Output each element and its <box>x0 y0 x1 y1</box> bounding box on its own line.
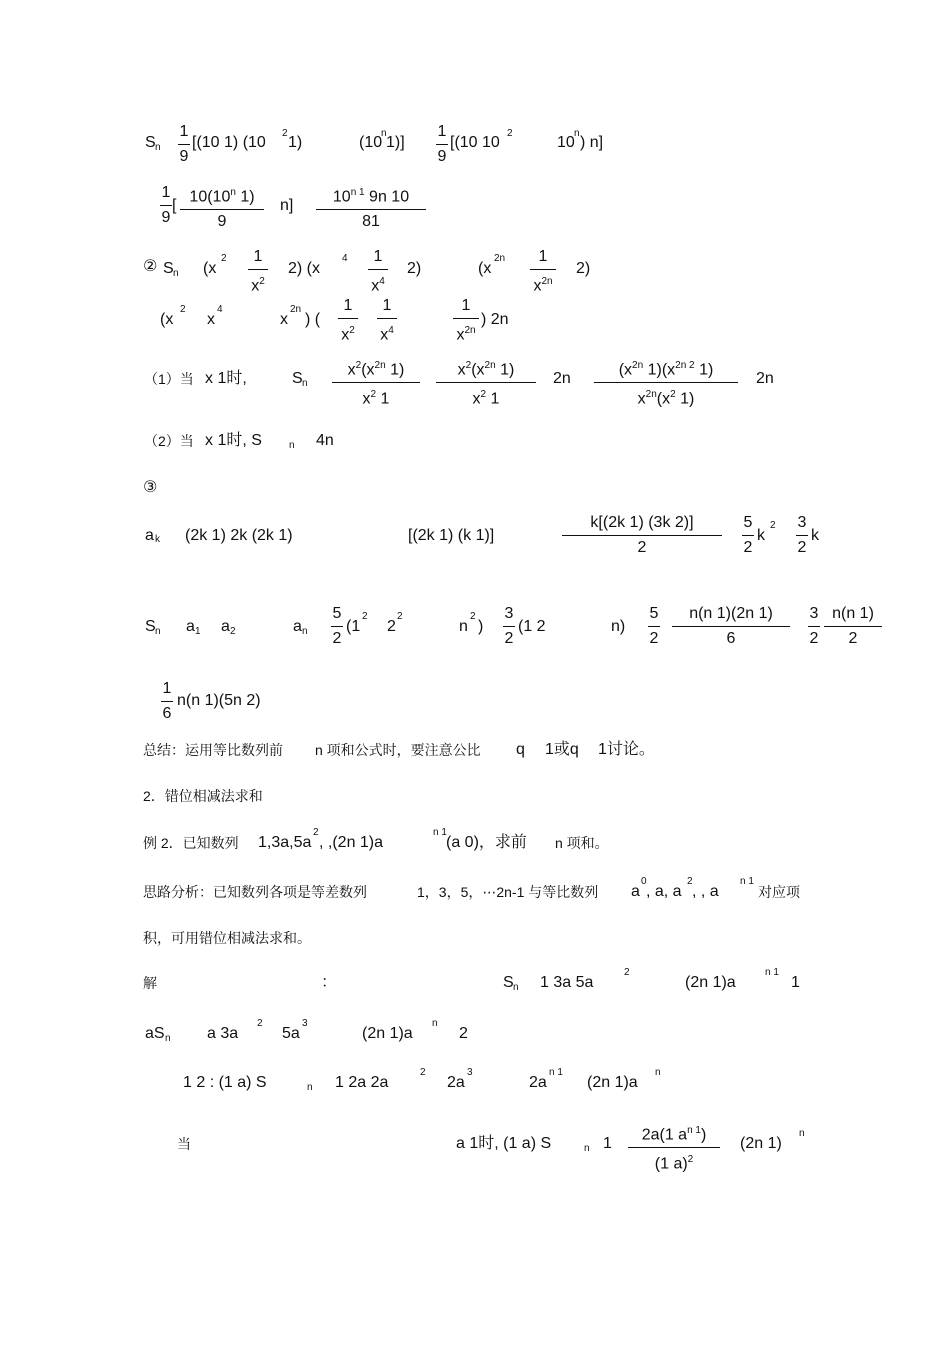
text: 2n <box>756 370 774 387</box>
text: 2 <box>349 325 355 336</box>
fraction <box>453 296 479 345</box>
fraction-bar <box>178 144 190 145</box>
numerator <box>332 356 420 380</box>
fraction-bar <box>160 205 172 206</box>
text: n 1 <box>740 876 754 887</box>
text: n <box>574 128 580 139</box>
fraction <box>648 604 660 649</box>
text: 2 <box>687 1154 694 1166</box>
text: 3 <box>467 1067 473 1078</box>
fraction-bar <box>368 269 388 270</box>
text: (10 <box>359 134 383 151</box>
text: n 1 <box>549 1067 563 1078</box>
text: n <box>155 626 161 637</box>
fraction <box>436 356 536 410</box>
text: x <box>341 326 350 344</box>
text: 2 <box>624 967 630 978</box>
text: n <box>459 618 468 635</box>
text: 2n <box>484 360 496 371</box>
text: (1 <box>346 618 361 635</box>
text: (x <box>160 311 174 328</box>
fraction-bar <box>796 535 808 536</box>
text: 1 <box>343 297 353 314</box>
text: 2n <box>541 276 553 287</box>
text: 1 2 : (1 a) S <box>183 1074 267 1091</box>
text: 1,3a,5a <box>258 834 312 851</box>
text: , , a <box>692 883 719 900</box>
fraction <box>316 183 426 232</box>
text: (x <box>361 361 375 379</box>
fraction-bar <box>648 626 660 627</box>
text: 2 <box>809 630 819 647</box>
text: 1 <box>486 390 500 408</box>
denominator <box>628 1150 720 1174</box>
text: S <box>145 134 156 151</box>
fraction-bar <box>377 318 397 319</box>
text: 当 <box>177 1136 191 1152</box>
text: 2 <box>743 539 753 556</box>
text: x <box>533 277 542 295</box>
text: a <box>293 618 302 635</box>
text: 4 <box>342 253 348 264</box>
fraction-bar <box>453 318 479 319</box>
text: 4 <box>379 276 385 287</box>
text: n] <box>280 197 294 214</box>
denominator <box>377 321 397 345</box>
text: (1 2 <box>518 618 546 635</box>
text: （1）当 <box>144 371 194 387</box>
text: [(2k 1) (k 1)] <box>408 527 495 544</box>
text: 6 <box>726 630 736 647</box>
text: n <box>230 187 236 198</box>
text: x <box>371 277 380 295</box>
fraction-bar <box>180 209 264 210</box>
text: a 3a <box>207 1025 239 1042</box>
text: x 1时, S <box>205 432 262 449</box>
fraction <box>160 183 172 228</box>
text: n <box>513 982 519 993</box>
text: k <box>155 534 160 545</box>
numerator <box>180 183 264 207</box>
text: 4n <box>316 432 334 449</box>
text: 1) <box>495 361 515 379</box>
text: 1或q <box>545 741 579 758</box>
text: 2) (x <box>288 260 320 277</box>
text: 2 <box>770 520 776 531</box>
text: 1 <box>382 297 392 314</box>
text: 2 <box>355 360 362 371</box>
text: 2n <box>290 304 302 315</box>
text: 2a <box>529 1074 547 1091</box>
text: 1 <box>162 680 172 697</box>
text: 1 <box>603 1135 612 1152</box>
text: 1)(x <box>643 361 676 379</box>
text: x <box>251 277 260 295</box>
fraction-bar <box>316 209 426 210</box>
fraction <box>248 247 268 296</box>
text: n 项和公式时，要注意公比 <box>315 742 481 758</box>
text: n <box>289 440 295 451</box>
text: 2 <box>420 1067 426 1078</box>
text: a <box>221 618 230 635</box>
text: 2 <box>257 1018 263 1029</box>
text: , ,(2n 1)a <box>319 834 384 851</box>
text: n 1 <box>350 187 365 198</box>
text: 9 <box>217 213 227 231</box>
text: S <box>292 370 303 387</box>
denominator <box>368 272 388 296</box>
fraction-bar <box>824 626 882 627</box>
text: 积，可用错位相减法求和。 <box>143 930 311 946</box>
text: n <box>584 1143 590 1154</box>
text: 5 <box>649 605 659 622</box>
text: 1) <box>288 134 303 151</box>
text: 思路分析：已知数列各项是等差数列 <box>143 884 367 900</box>
text: 1 <box>376 390 390 408</box>
fraction <box>562 513 722 558</box>
text: a 1时, (1 a) S <box>456 1135 552 1152</box>
text: 1 <box>538 248 548 265</box>
text: 10 <box>332 188 351 206</box>
text: (2n 1) <box>740 1135 782 1152</box>
text: 2 <box>259 276 265 287</box>
text: (2k 1) 2k (2k 1) <box>185 527 293 544</box>
section-title: 2．错位相减法求和 <box>143 788 263 804</box>
text: 5 <box>332 605 342 622</box>
text: 1 2a 2a <box>335 1074 389 1091</box>
fraction <box>436 122 448 167</box>
text: 1) <box>694 361 714 379</box>
denominator <box>453 321 479 345</box>
text: k <box>811 527 819 544</box>
denominator <box>530 272 556 296</box>
text: 2) <box>407 260 422 277</box>
text: 例 2．已知数列 <box>143 835 239 851</box>
text: 2 <box>370 389 377 401</box>
text: 1 <box>373 248 383 265</box>
text: 2 <box>221 253 227 264</box>
text: 2 <box>470 611 476 622</box>
fraction-bar <box>503 626 515 627</box>
fraction <box>594 356 738 410</box>
text: 1) <box>675 390 695 408</box>
fraction <box>331 604 343 649</box>
fraction <box>377 296 397 345</box>
text: 2n 2 <box>675 360 695 371</box>
text: 解 <box>143 975 157 991</box>
fraction <box>742 513 754 558</box>
text: (x <box>203 260 217 277</box>
fraction-bar <box>248 269 268 270</box>
text: S <box>503 974 514 991</box>
text: 1 <box>161 184 171 201</box>
text: 2n <box>553 370 571 387</box>
text: （2）当 <box>144 433 194 449</box>
text: 2) <box>576 260 591 277</box>
text: ) n] <box>580 134 604 151</box>
text: 2a <box>447 1074 465 1091</box>
text: 2 <box>465 360 472 371</box>
text: k <box>757 527 765 544</box>
fraction-bar <box>436 382 536 383</box>
fraction-bar <box>594 382 738 383</box>
text: 9n 10 <box>364 188 410 206</box>
text: 0 <box>641 876 647 887</box>
fraction <box>180 183 264 232</box>
text: 2 <box>848 630 858 647</box>
denominator <box>436 385 536 409</box>
text: n 项和。 <box>555 835 609 851</box>
text: n(n 1)(2n 1) <box>689 605 773 622</box>
fraction <box>672 604 790 649</box>
fraction <box>332 356 420 410</box>
denominator <box>248 272 268 296</box>
text: x <box>380 326 389 344</box>
text: (2n 1)a <box>362 1025 413 1042</box>
text: 2a(1 a <box>641 1126 688 1144</box>
text: (x <box>656 390 671 408</box>
text: 2n <box>632 360 644 371</box>
text: ) <box>700 1126 707 1144</box>
text: 2 <box>504 630 514 647</box>
text: 9 <box>437 148 447 165</box>
fraction <box>808 604 820 649</box>
text: 10(10 <box>189 188 231 206</box>
text: [ <box>172 197 177 214</box>
fraction <box>368 247 388 296</box>
text: n <box>302 378 308 389</box>
text: x 1时, <box>205 370 247 387</box>
text: 9 <box>179 148 189 165</box>
fraction <box>628 1121 720 1175</box>
text: 4 <box>217 304 223 315</box>
text: n(n 1)(5n 2) <box>177 692 261 709</box>
text: n <box>432 1018 438 1029</box>
fraction-bar <box>628 1147 720 1148</box>
text: n 1 <box>433 827 447 838</box>
text: 1 <box>195 626 201 637</box>
text: 2 <box>180 304 186 315</box>
text: 10 <box>557 134 575 151</box>
text: 对应项 <box>758 884 800 900</box>
text: 总结：运用等比数列前 <box>143 742 283 758</box>
text: ) ( <box>305 311 321 328</box>
text: (2n 1)a <box>685 974 736 991</box>
fraction <box>530 247 556 296</box>
text: 2 <box>649 630 659 647</box>
text: aS <box>145 1025 165 1042</box>
text: x <box>472 390 481 408</box>
text: n 1 <box>687 1125 701 1136</box>
text: 2 <box>480 389 487 401</box>
fraction <box>161 679 173 724</box>
text: 1) <box>385 361 405 379</box>
text: 2 <box>670 389 676 401</box>
text: 4 <box>388 325 394 336</box>
text: ) 2n <box>481 311 509 328</box>
text: 3 <box>797 514 807 531</box>
text: 2 <box>687 876 693 887</box>
text: n <box>655 1067 661 1078</box>
text: 1 3a 5a <box>540 974 594 991</box>
text: 6 <box>162 705 172 722</box>
text: n(n 1) <box>832 605 874 622</box>
text: (1 a) <box>654 1155 688 1173</box>
text: 1 <box>437 123 447 140</box>
text: 2 <box>459 1025 468 1042</box>
denominator <box>332 385 420 409</box>
text: (x <box>478 260 492 277</box>
text: 2 <box>282 128 288 139</box>
text: n <box>307 1082 313 1093</box>
text: a <box>631 883 640 900</box>
text: (x <box>618 361 633 379</box>
text: 1 <box>791 974 800 991</box>
text: 5a <box>282 1025 300 1042</box>
text: 1)] <box>386 134 405 151</box>
text: 2n <box>494 253 506 264</box>
text: n 1 <box>765 967 779 978</box>
text: x <box>637 390 646 408</box>
text: 5 <box>743 514 753 531</box>
text: [(10 10 <box>450 134 500 151</box>
text: 2 <box>797 539 807 556</box>
text: n <box>165 1033 171 1044</box>
text: 1 <box>461 297 471 314</box>
fraction <box>824 604 882 649</box>
denominator <box>594 385 738 409</box>
text: , a, a <box>646 883 682 900</box>
text: 1 <box>179 123 189 140</box>
numerator <box>628 1121 720 1145</box>
text: x <box>280 311 288 328</box>
circled-number-2: ② <box>143 258 158 275</box>
numerator <box>594 356 738 380</box>
text: S <box>145 618 156 635</box>
text: n) <box>611 618 626 635</box>
fraction-bar <box>808 626 820 627</box>
fraction <box>338 296 358 345</box>
text: 9 <box>161 209 171 226</box>
text: x <box>362 390 371 408</box>
circled-number-3: ③ <box>143 479 158 496</box>
text: n <box>302 626 308 637</box>
fraction-bar <box>338 318 358 319</box>
text: n <box>173 268 179 279</box>
fraction <box>796 513 808 558</box>
fraction-bar <box>332 382 420 383</box>
text: [(10 1) (10 <box>192 134 266 151</box>
text: 1) <box>235 188 255 206</box>
fraction-bar <box>331 626 343 627</box>
text: x <box>207 311 215 328</box>
text: (2n 1)a <box>587 1074 638 1091</box>
text: 2 <box>637 539 647 556</box>
text: 2n <box>374 360 386 371</box>
text: n <box>799 1128 805 1139</box>
numerator <box>436 356 536 380</box>
text: S <box>163 260 174 277</box>
text: x <box>347 361 356 379</box>
text: 2n <box>645 389 657 401</box>
fraction-bar <box>436 144 448 145</box>
text: (a 0)，求前 <box>446 834 527 851</box>
text: 81 <box>362 213 380 231</box>
numerator <box>316 183 426 207</box>
text: 2 <box>230 626 236 637</box>
text: k[(2k 1) (3k 2)] <box>590 514 694 531</box>
fraction-bar <box>562 535 722 536</box>
text: 1 <box>253 248 263 265</box>
text: 3 <box>809 605 819 622</box>
text: 2 <box>332 630 342 647</box>
fraction <box>503 604 515 649</box>
text: 2 <box>397 611 403 622</box>
text: x <box>456 326 465 344</box>
fraction-bar <box>161 701 173 702</box>
text: ： <box>321 974 338 991</box>
text: 2 <box>313 827 319 838</box>
text: 2 <box>387 618 396 635</box>
text: x <box>457 361 466 379</box>
text: a <box>145 527 154 544</box>
text: ) <box>478 618 484 635</box>
denominator <box>338 321 358 345</box>
text: n <box>381 128 387 139</box>
fraction-bar <box>672 626 790 627</box>
fraction <box>178 122 190 167</box>
text: q <box>516 741 525 758</box>
fraction-bar <box>742 535 754 536</box>
text: (x <box>471 361 485 379</box>
text: 1，3，5，⋯2n-1 与等比数列 <box>417 884 599 900</box>
text: n <box>155 142 161 153</box>
text: 1讨论。 <box>598 741 655 758</box>
text: a <box>186 618 195 635</box>
text: 3 <box>504 605 514 622</box>
text: 3 <box>302 1018 308 1029</box>
text: 2 <box>362 611 368 622</box>
text: 2 <box>507 128 513 139</box>
text: 2n <box>464 325 476 336</box>
fraction-bar <box>530 269 556 270</box>
